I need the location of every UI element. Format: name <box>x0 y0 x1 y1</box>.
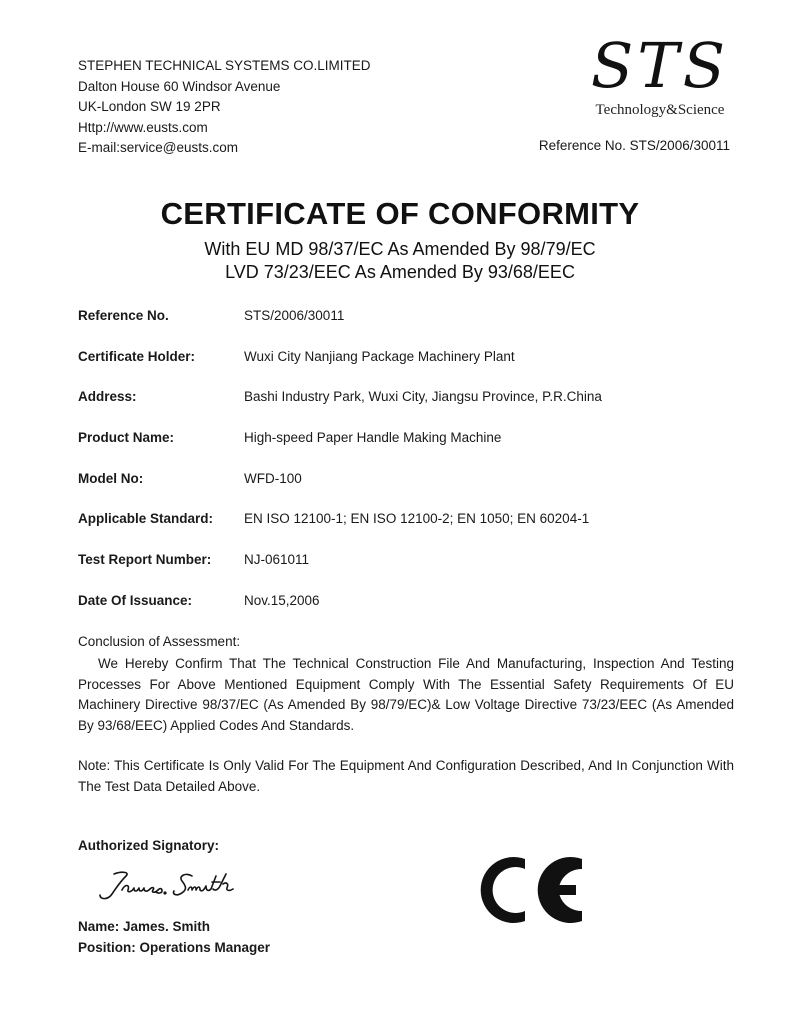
signatory-position: Position: Operations Manager <box>78 940 271 955</box>
company-email: E-mail:service@eusts.com <box>78 140 238 155</box>
signature-icon <box>92 868 262 904</box>
field-value: WFD-100 <box>244 470 302 486</box>
field-value: Nov.15,2006 <box>244 592 320 608</box>
field-label: Reference No. <box>78 308 169 323</box>
conclusion-title: Conclusion of Assessment: <box>78 634 241 649</box>
authorized-signatory-title: Authorized Signatory: <box>78 838 219 853</box>
field-row <box>78 430 738 471</box>
field-row <box>78 308 738 349</box>
field-label: Product Name: <box>78 430 175 446</box>
page-title: CERTIFICATE OF CONFORMITY <box>160 196 640 231</box>
header-reference: Reference No. STS/2006/30011 <box>538 138 730 153</box>
company-name: STEPHEN TECHNICAL SYSTEMS CO.LIMITED <box>78 58 371 73</box>
field-value: NJ-061011 <box>244 552 310 568</box>
certificate-fields <box>78 308 738 634</box>
company-website: Http://www.eusts.com <box>78 119 208 135</box>
subtitle-line2: LVD 73/23/EEC As Amended By 93/68/EEC <box>225 262 575 282</box>
field-row <box>78 349 738 390</box>
logo-tagline: Technology&Science <box>595 102 725 118</box>
field-label: Test Report Number: <box>78 552 212 568</box>
ce-mark-icon <box>478 852 588 928</box>
sts-logo <box>585 29 735 119</box>
field-label: Certificate Holder: <box>78 348 196 364</box>
validity-note: Note: This Certificate Is Only Valid For The Equipment And Configuration Described, And In Conjunction With The Test Data Detailed Above. <box>78 758 734 794</box>
company-address-line2: UK-London SW 19 2PR <box>78 99 221 114</box>
field-row <box>78 593 738 634</box>
field-value: High-speed Paper Handle Making Machine <box>244 430 502 446</box>
logo-mark: STS <box>590 29 730 102</box>
company-address-line1: Dalton House 60 Windsor Avenue <box>78 78 281 94</box>
field-value: Wuxi City Nanjiang Package Machinery Plant <box>244 348 515 364</box>
conclusion-text: We Hereby Confirm That The Technical Construction File And Manufacturing, Inspection And Testing Processes For Above Mentioned Equipment Comply With The Essential Safety Requirements Of EU Machinery Directive 98/37/EC (As Amended By 98/79/EC)& Low Voltage Directive 73/23/EEC (As Amended By 93/68/EEC) Applied Codes And Standards. <box>78 656 734 733</box>
field-value: EN ISO 12100-1; EN ISO 12100-2; EN 1050; EN 60204-1 <box>244 511 590 527</box>
field-row <box>78 511 738 552</box>
company-block <box>78 56 371 159</box>
signatory-name: Name: James. Smith <box>78 919 211 934</box>
field-value: Bashi Industry Park, Wuxi City, Jiangsu Province, P.R.China <box>244 389 602 405</box>
field-label: Applicable Standard: <box>78 511 214 527</box>
field-label: Date Of Issuance: <box>78 592 193 608</box>
field-row <box>78 552 738 593</box>
field-value: STS/2006/30011 <box>244 308 345 323</box>
field-row <box>78 471 738 512</box>
subtitle-line1: With EU MD 98/37/EC As Amended By 98/79/EC <box>204 239 596 259</box>
field-row <box>78 389 738 430</box>
field-label: Address: <box>78 389 137 405</box>
field-label: Model No: <box>78 470 144 486</box>
